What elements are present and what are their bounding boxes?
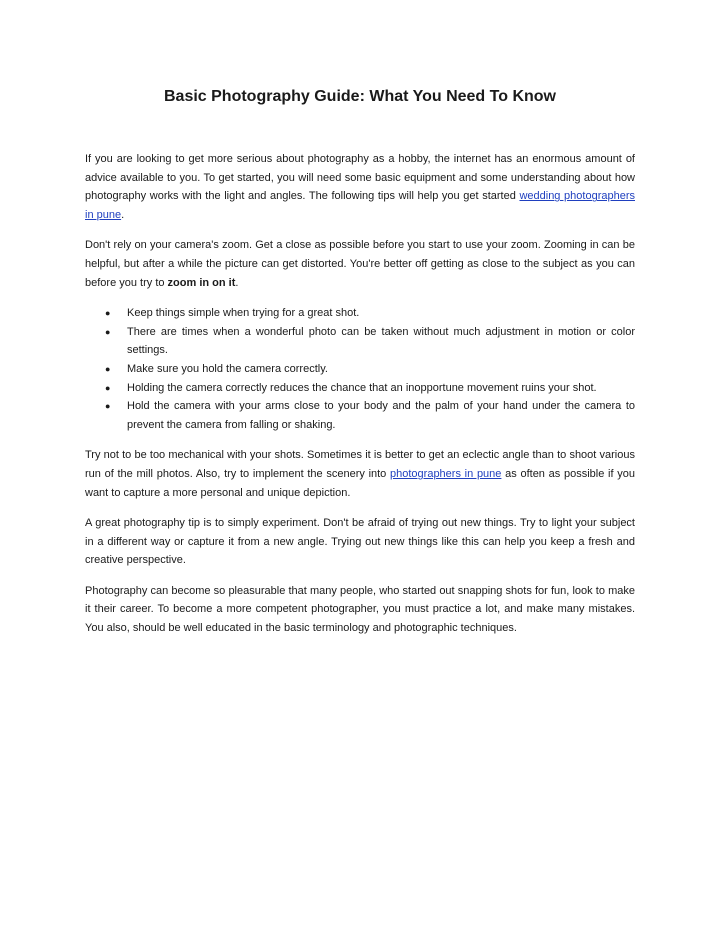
paragraph-intro-end: . bbox=[121, 209, 125, 222]
list-item bbox=[105, 360, 635, 379]
paragraph-career: Photography can become so pleasurable that many people, who started out snapping shots for fun, look to make it their career. To become a more competent photographer, you must practice a lot, and make many mistakes. You also, should be well educated in the basic terminology and photographic techniques. bbox=[85, 584, 635, 634]
list-item bbox=[105, 397, 635, 434]
bullet-icon: ● bbox=[105, 326, 111, 337]
bullet-icon: ● bbox=[105, 307, 111, 318]
list-item-text: Holding the camera correctly reduces the chance that an inopportune movement ruins your shot. bbox=[127, 381, 597, 394]
list-item-text: Make sure you hold the camera correctly. bbox=[127, 363, 328, 376]
paragraph-mechanical-end: as often as possible if you want to capture a more personal and unique depiction. bbox=[85, 468, 635, 499]
page-title: Basic Photography Guide: What You Need To Know bbox=[163, 88, 556, 105]
photographers-link[interactable]: photographers in pune bbox=[390, 468, 502, 481]
list-item-text: Hold the camera with your arms close to your body and the palm of your hand under the camera to prevent the camera from falling or shaking. bbox=[127, 400, 635, 432]
wedding-photographers-link[interactable]: wedding photographers in pune bbox=[85, 190, 635, 222]
list-item-text: There are times when a wonderful photo can be taken without much adjustment in motion or color settings. bbox=[127, 325, 635, 357]
paragraph-zoom-text: Don't rely on your camera's zoom. Get a close as possible before you start to use your zoom. Zooming in can be helpful, but after a while the picture can get distorted. You're better off getting as close to the subject as you can before you try to bbox=[85, 239, 635, 289]
document-body bbox=[85, 150, 635, 649]
list-item-text: Keep things simple when trying for a great shot. bbox=[127, 306, 360, 319]
bullet-icon: ● bbox=[105, 382, 111, 393]
paragraph-experiment: A great photography tip is to simply experiment. Don't be afraid of trying out new things. Try to light your subject in a different way or capture it from a new angle. Trying out new things like this can help you keep a fresh and creative perspective. bbox=[85, 516, 635, 567]
zoom-emphasis: zoom in on it bbox=[167, 276, 236, 289]
paragraph-intro bbox=[85, 150, 635, 225]
bullet-icon: ● bbox=[105, 401, 111, 412]
paragraph-zoom bbox=[85, 236, 635, 292]
list-item bbox=[105, 304, 635, 323]
paragraph-mechanical bbox=[85, 446, 635, 502]
list-item bbox=[105, 323, 635, 360]
tips-list bbox=[85, 304, 635, 435]
bullet-icon: ● bbox=[105, 364, 111, 375]
paragraph-intro-text: If you are looking to get more serious about photography as a hobby, the internet has an enormous amount of advice available to you. To get started, you will need some basic equipment and some understanding about how photography works with the light and angles. The following tips will help you get started bbox=[85, 153, 635, 203]
paragraph-mechanical-text: Try not to be too mechanical with your shots. Sometimes it is better to get an eclectic angle than to shoot various run of the mill photos. Also, try to implement the scenery into bbox=[85, 449, 635, 481]
list-item bbox=[105, 379, 635, 398]
paragraph-zoom-end: . bbox=[235, 276, 239, 289]
